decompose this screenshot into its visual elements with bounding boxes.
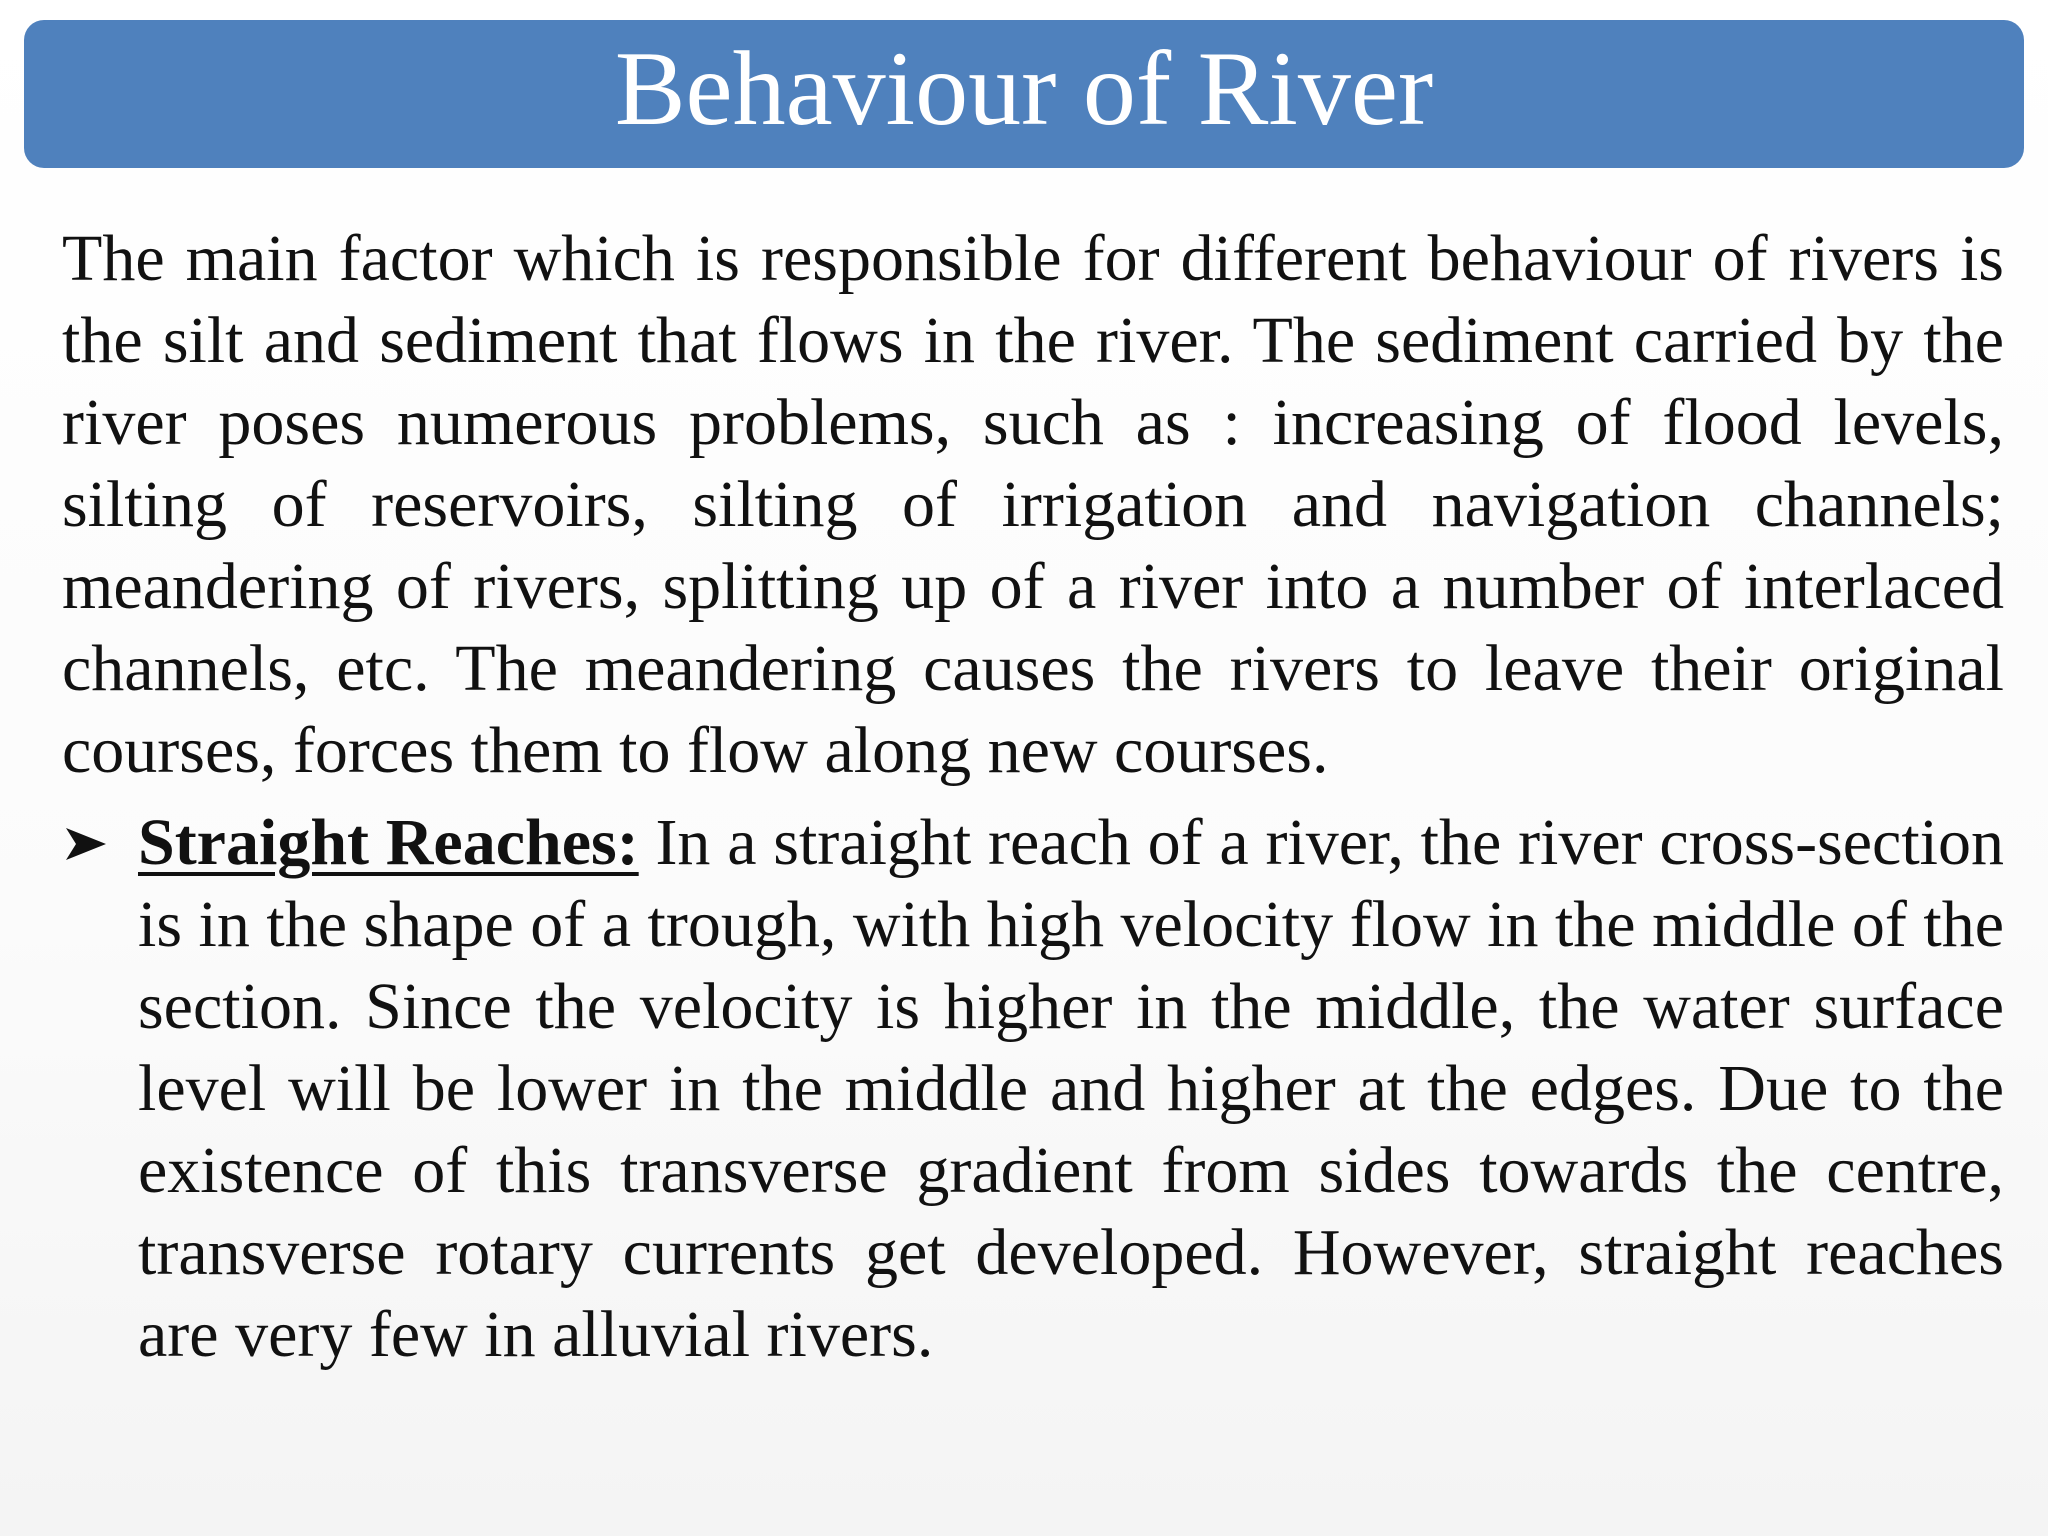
slide-title: Behaviour of River <box>614 30 1434 147</box>
title-bar <box>24 20 2024 168</box>
slide-content <box>62 218 2004 1376</box>
bullet-heading: Straight Reaches: <box>138 806 639 879</box>
bullet-item-straight-reaches <box>62 802 2004 1376</box>
bullet-body: In a straight reach of a river, the river cross-section is in the shape of a trough, with high velocity flow in the middle of the section. Since the velocity is higher in the middle, the water surface level will be lower in the middle and higher at the edges. Due to the existence of this transverse gradient from sides towards the centre, transverse rotary currents get developed. However, straight reaches are very few in alluvial rivers. <box>138 806 2004 1371</box>
intro-paragraph: The main factor which is responsible for different behaviour of rivers is the silt and sediment that flows in the river. The sediment carried by the river poses numerous problems, such as : increasing of flood levels, silting of reservoirs, silting of irrigation and navigation channels; meandering of rivers, splitting up of a river into a number of interlaced channels, etc. The meandering causes the rivers to leave their original courses, forces them to flow along new courses. <box>62 222 2004 787</box>
arrow-bullet-icon <box>62 824 110 864</box>
bullet-text <box>138 802 2004 1376</box>
